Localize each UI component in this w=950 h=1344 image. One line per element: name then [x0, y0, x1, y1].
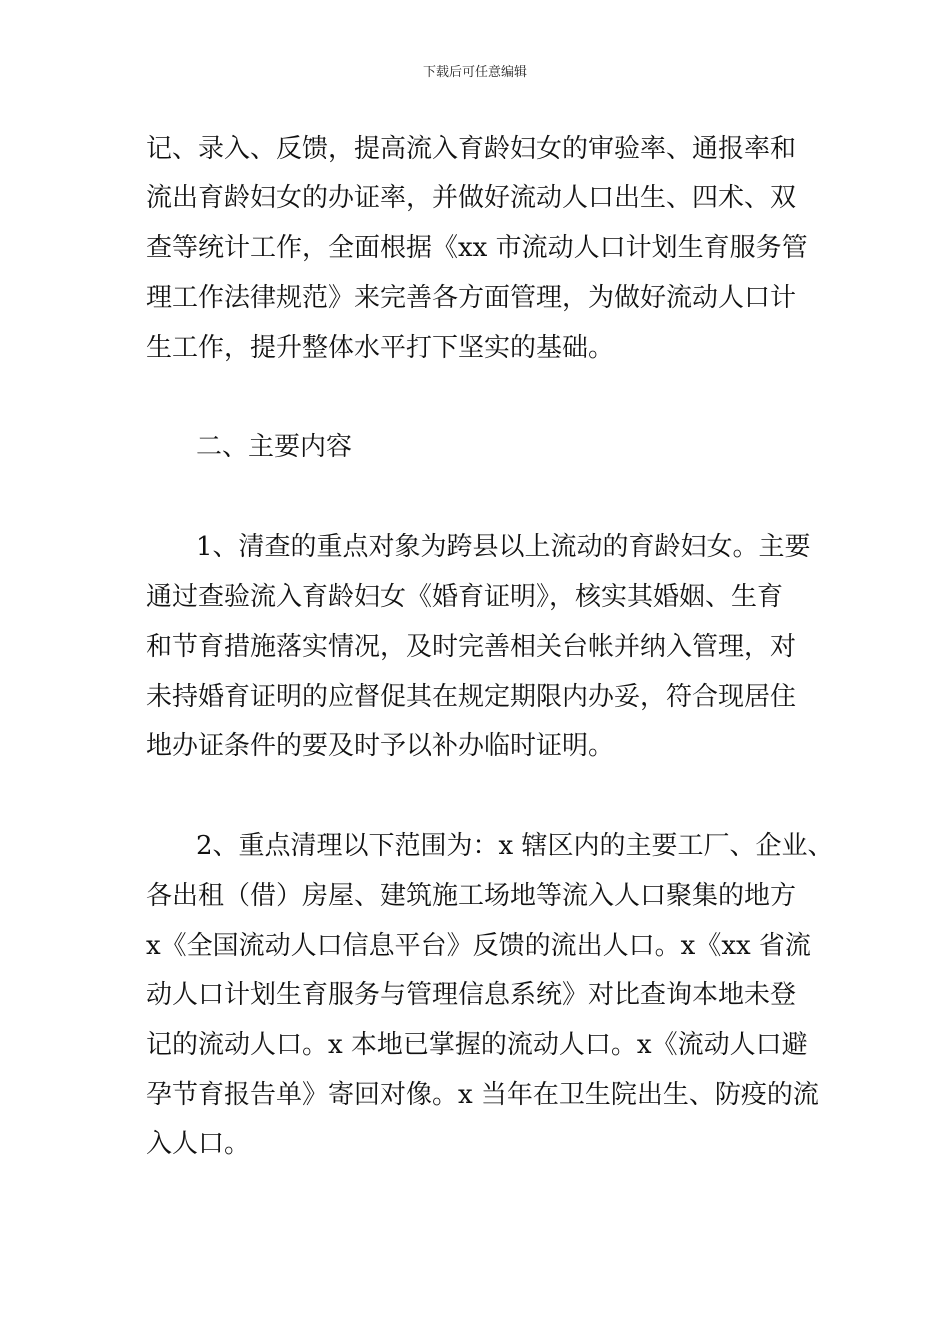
text-line: 未持婚育证明的应督促其在规定期限内办妥，符合现居住 [146, 682, 797, 712]
text-line: 流出育龄妇女的办证率，并做好流动人口出生、四术、双 [146, 183, 797, 213]
text-line: 和节育措施落实情况，及时完善相关台帐并纳入管理，对 [146, 632, 797, 662]
text-line: 2、重点清理以下范围为：x 辖区内的主要工厂、企业、 [196, 831, 834, 861]
text-line: 地办证条件的要及时予以补办临时证明。 [146, 731, 615, 761]
text-line: 记、录入、反馈，提高流入育龄妇女的审验率、通报率和 [146, 134, 797, 164]
text-line: 理工作法律规范》来完善各方面管理，为做好流动人口计 [146, 283, 797, 313]
page-header: 下载后可任意编辑 [422, 65, 527, 80]
text-line: 各出租（借）房屋、建筑施工场地等流入人口聚集的地方 [146, 881, 797, 911]
text-line: 孕节育报告单》寄回对像。x 当年在卫生院出生、防疫的流 [146, 1080, 819, 1110]
text-line: 查等统计工作，全面根据《xx 市流动人口计划生育服务管 [146, 233, 808, 263]
text-line: 入人口。 [146, 1129, 251, 1159]
text-line: 1、清查的重点对象为跨县以上流动的育龄妇女。主要 [196, 532, 811, 562]
text-line: 动人口计划生育服务与管理信息系统》对比查询本地未登 [146, 980, 797, 1010]
text-line: 生工作，提升整体水平打下坚实的基础。 [146, 333, 615, 363]
section-heading: 二、主要内容 [196, 432, 353, 462]
text-line: 通过查验流入育龄妇女《婚育证明》，核实其婚姻、生育 [146, 582, 784, 612]
text-line: 记的流动人口。x 本地已掌握的流动人口。x《流动人口避 [146, 1030, 808, 1060]
text-line: x《全国流动人口信息平台》反馈的流出人口。x《xx 省流 [146, 931, 811, 961]
